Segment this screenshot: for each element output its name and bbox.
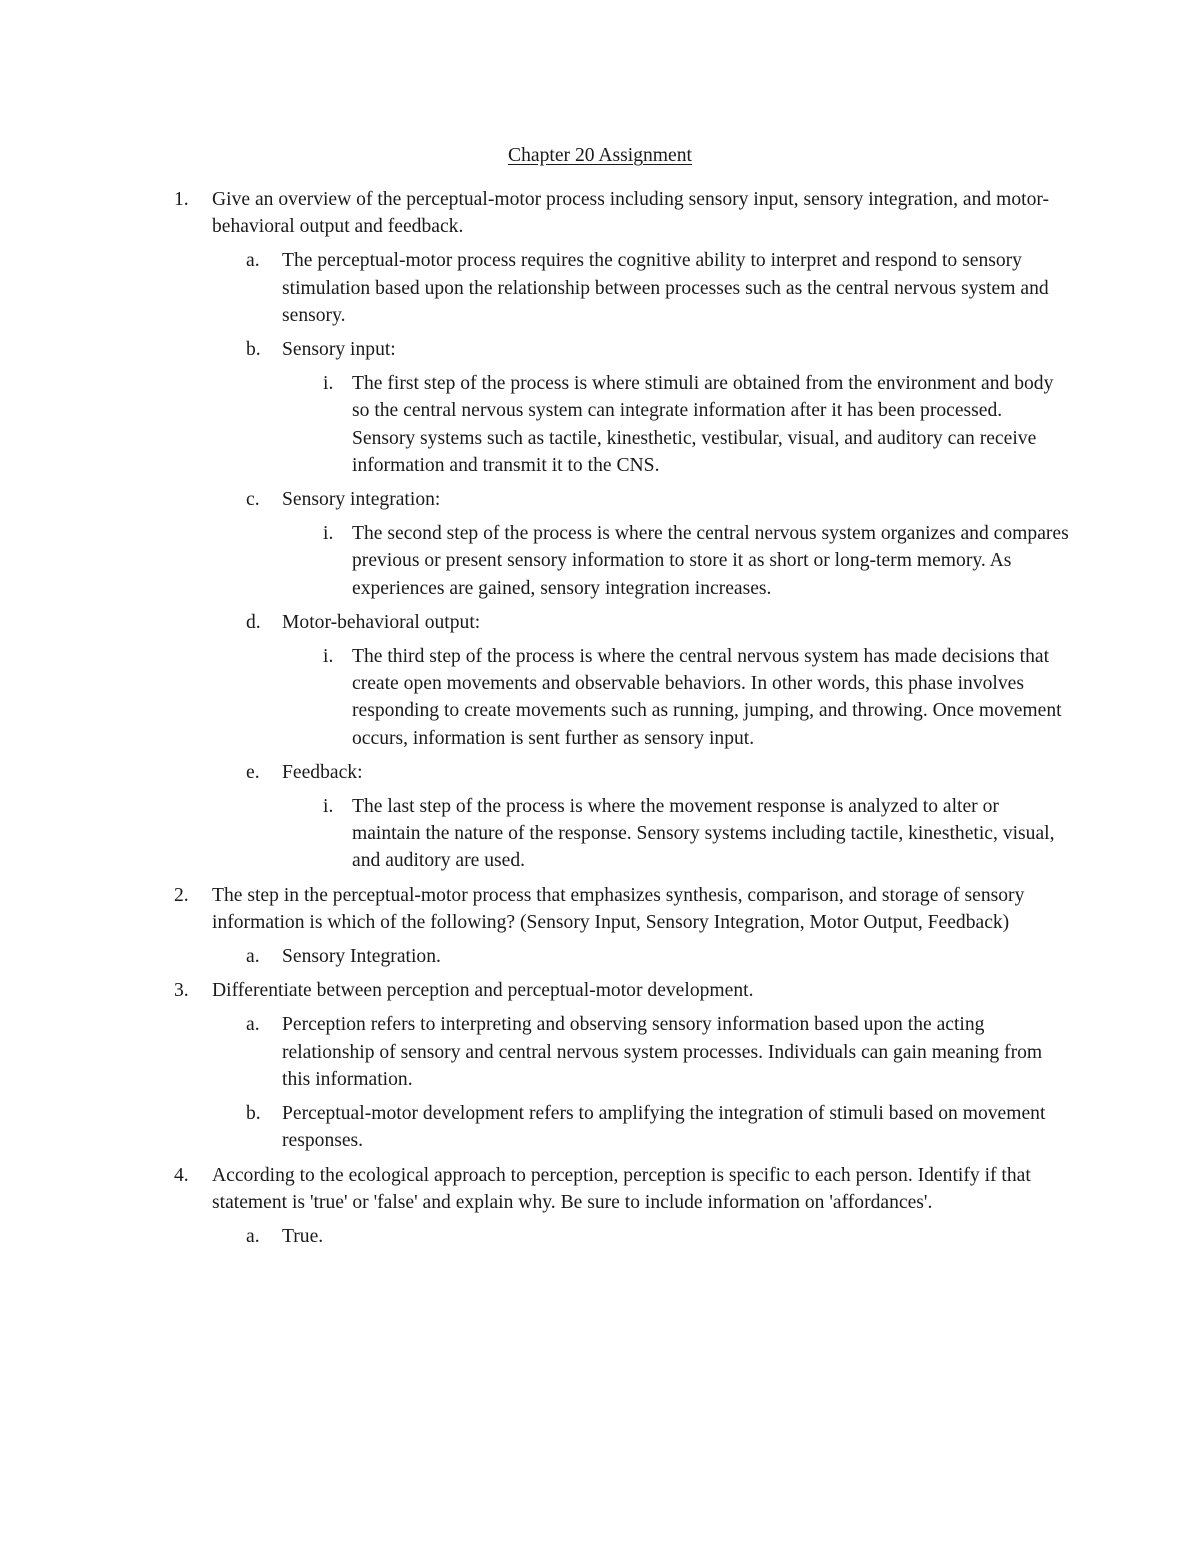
answer-item [0, 1223, 1200, 1250]
answer-text: Motor-behavioral output: [282, 611, 481, 633]
question-3 [0, 977, 1200, 1004]
list-marker: 1. [174, 189, 189, 210]
list-marker: 2. [174, 884, 189, 906]
answer-text: Sensory integration: [282, 489, 441, 511]
list-marker: a. [246, 1014, 260, 1036]
list-marker: 4. [174, 1164, 189, 1186]
question-2 [0, 882, 1200, 936]
question-text: The step in the perceptual-motor process that emphasizes synthesis, comparison, and storage of sensory information is which of the following? (Sensory Input, Sensory Integration, Motor Output, Feedback) [212, 884, 1025, 933]
sub-answer-text: The last step of the process is where the movement response is analyzed to alter or maintain the nature of the response. Sensory systems including tactile, kinesthetic, visual, and auditory are used. [352, 796, 1055, 872]
sub-answer-text: The first step of the process is where stimuli are obtained from the environment and body so the central nervous system can integrate information after it has been processed. Sensory systems such as tactile, kinesthetic, vestibular, visual, and auditory can receive information and transmit it to the CNS. [352, 373, 1054, 476]
answer-item [0, 486, 1200, 513]
answer-item [0, 336, 1200, 363]
answer-item [0, 759, 1200, 786]
answer-item [0, 1011, 1200, 1093]
answer-text: Sensory input: [282, 339, 396, 361]
answer-text: Feedback: [282, 761, 363, 783]
question-1 [0, 186, 1200, 240]
question-4 [0, 1162, 1200, 1216]
assignment-list [0, 186, 1200, 1250]
list-marker: b. [246, 339, 261, 361]
answer-text: The perceptual-motor process requires the cognitive ability to interpret and respond to sensory stimulation based upon the relationship between processes such as the central nervous system and sensory. [282, 250, 1049, 326]
answer-item [0, 247, 1200, 329]
list-marker: e. [246, 761, 260, 783]
list-marker: a. [246, 250, 260, 272]
document-title: Chapter 20 Assignment [508, 145, 692, 166]
list-marker: i. [323, 373, 334, 395]
answer-item [0, 943, 1200, 970]
answer-text: Perception refers to interpreting and observing sensory information based upon the acting relationship of sensory and central nervous system processes. Individuals can gain meaning from this information. [282, 1014, 1043, 1090]
answer-text: Sensory Integration. [282, 946, 441, 968]
sub-answer-text: The third step of the process is where the central nervous system has made decisions that create open movements and observable behaviors. In other words, this phase involves responding to create movements such as running, jumping, and throwing. Once movement occurs, information is sent further as sensory input. [352, 646, 1062, 749]
list-marker: c. [246, 489, 260, 511]
list-marker: b. [246, 1103, 261, 1125]
answer-item [0, 1100, 1200, 1154]
question-text: Give an overview of the perceptual-motor process including sensory input, sensory integration, and motor-behavioral output and feedback. [212, 189, 1050, 238]
question-text: According to the ecological approach to perception, perception is specific to each person. Identify if that statement is 'true' or 'false' and explain why. Be sure to include information on 'affordances'. [212, 1164, 1031, 1213]
list-marker: i. [323, 796, 334, 818]
list-marker: a. [246, 946, 260, 968]
sub-answer-item [0, 643, 1200, 752]
list-marker: 3. [174, 980, 189, 1002]
answer-text: True. [282, 1225, 324, 1247]
question-text: Differentiate between perception and perceptual-motor development. [212, 980, 754, 1002]
answer-text: Perceptual-motor development refers to amplifying the integration of stimuli based on movement responses. [282, 1103, 1046, 1152]
sub-answer-text: The second step of the process is where the central nervous system organizes and compares previous or present sensory information to store it as short or long-term memory. As experiences are gained, sensory integration increases. [352, 523, 1069, 599]
sub-answer-item [0, 370, 1200, 479]
list-marker: i. [323, 646, 334, 668]
list-marker: i. [323, 523, 334, 545]
list-marker: a. [246, 1225, 260, 1247]
sub-answer-item [0, 520, 1200, 602]
answer-item [0, 609, 1200, 636]
list-marker: d. [246, 611, 261, 633]
sub-answer-item [0, 793, 1200, 875]
